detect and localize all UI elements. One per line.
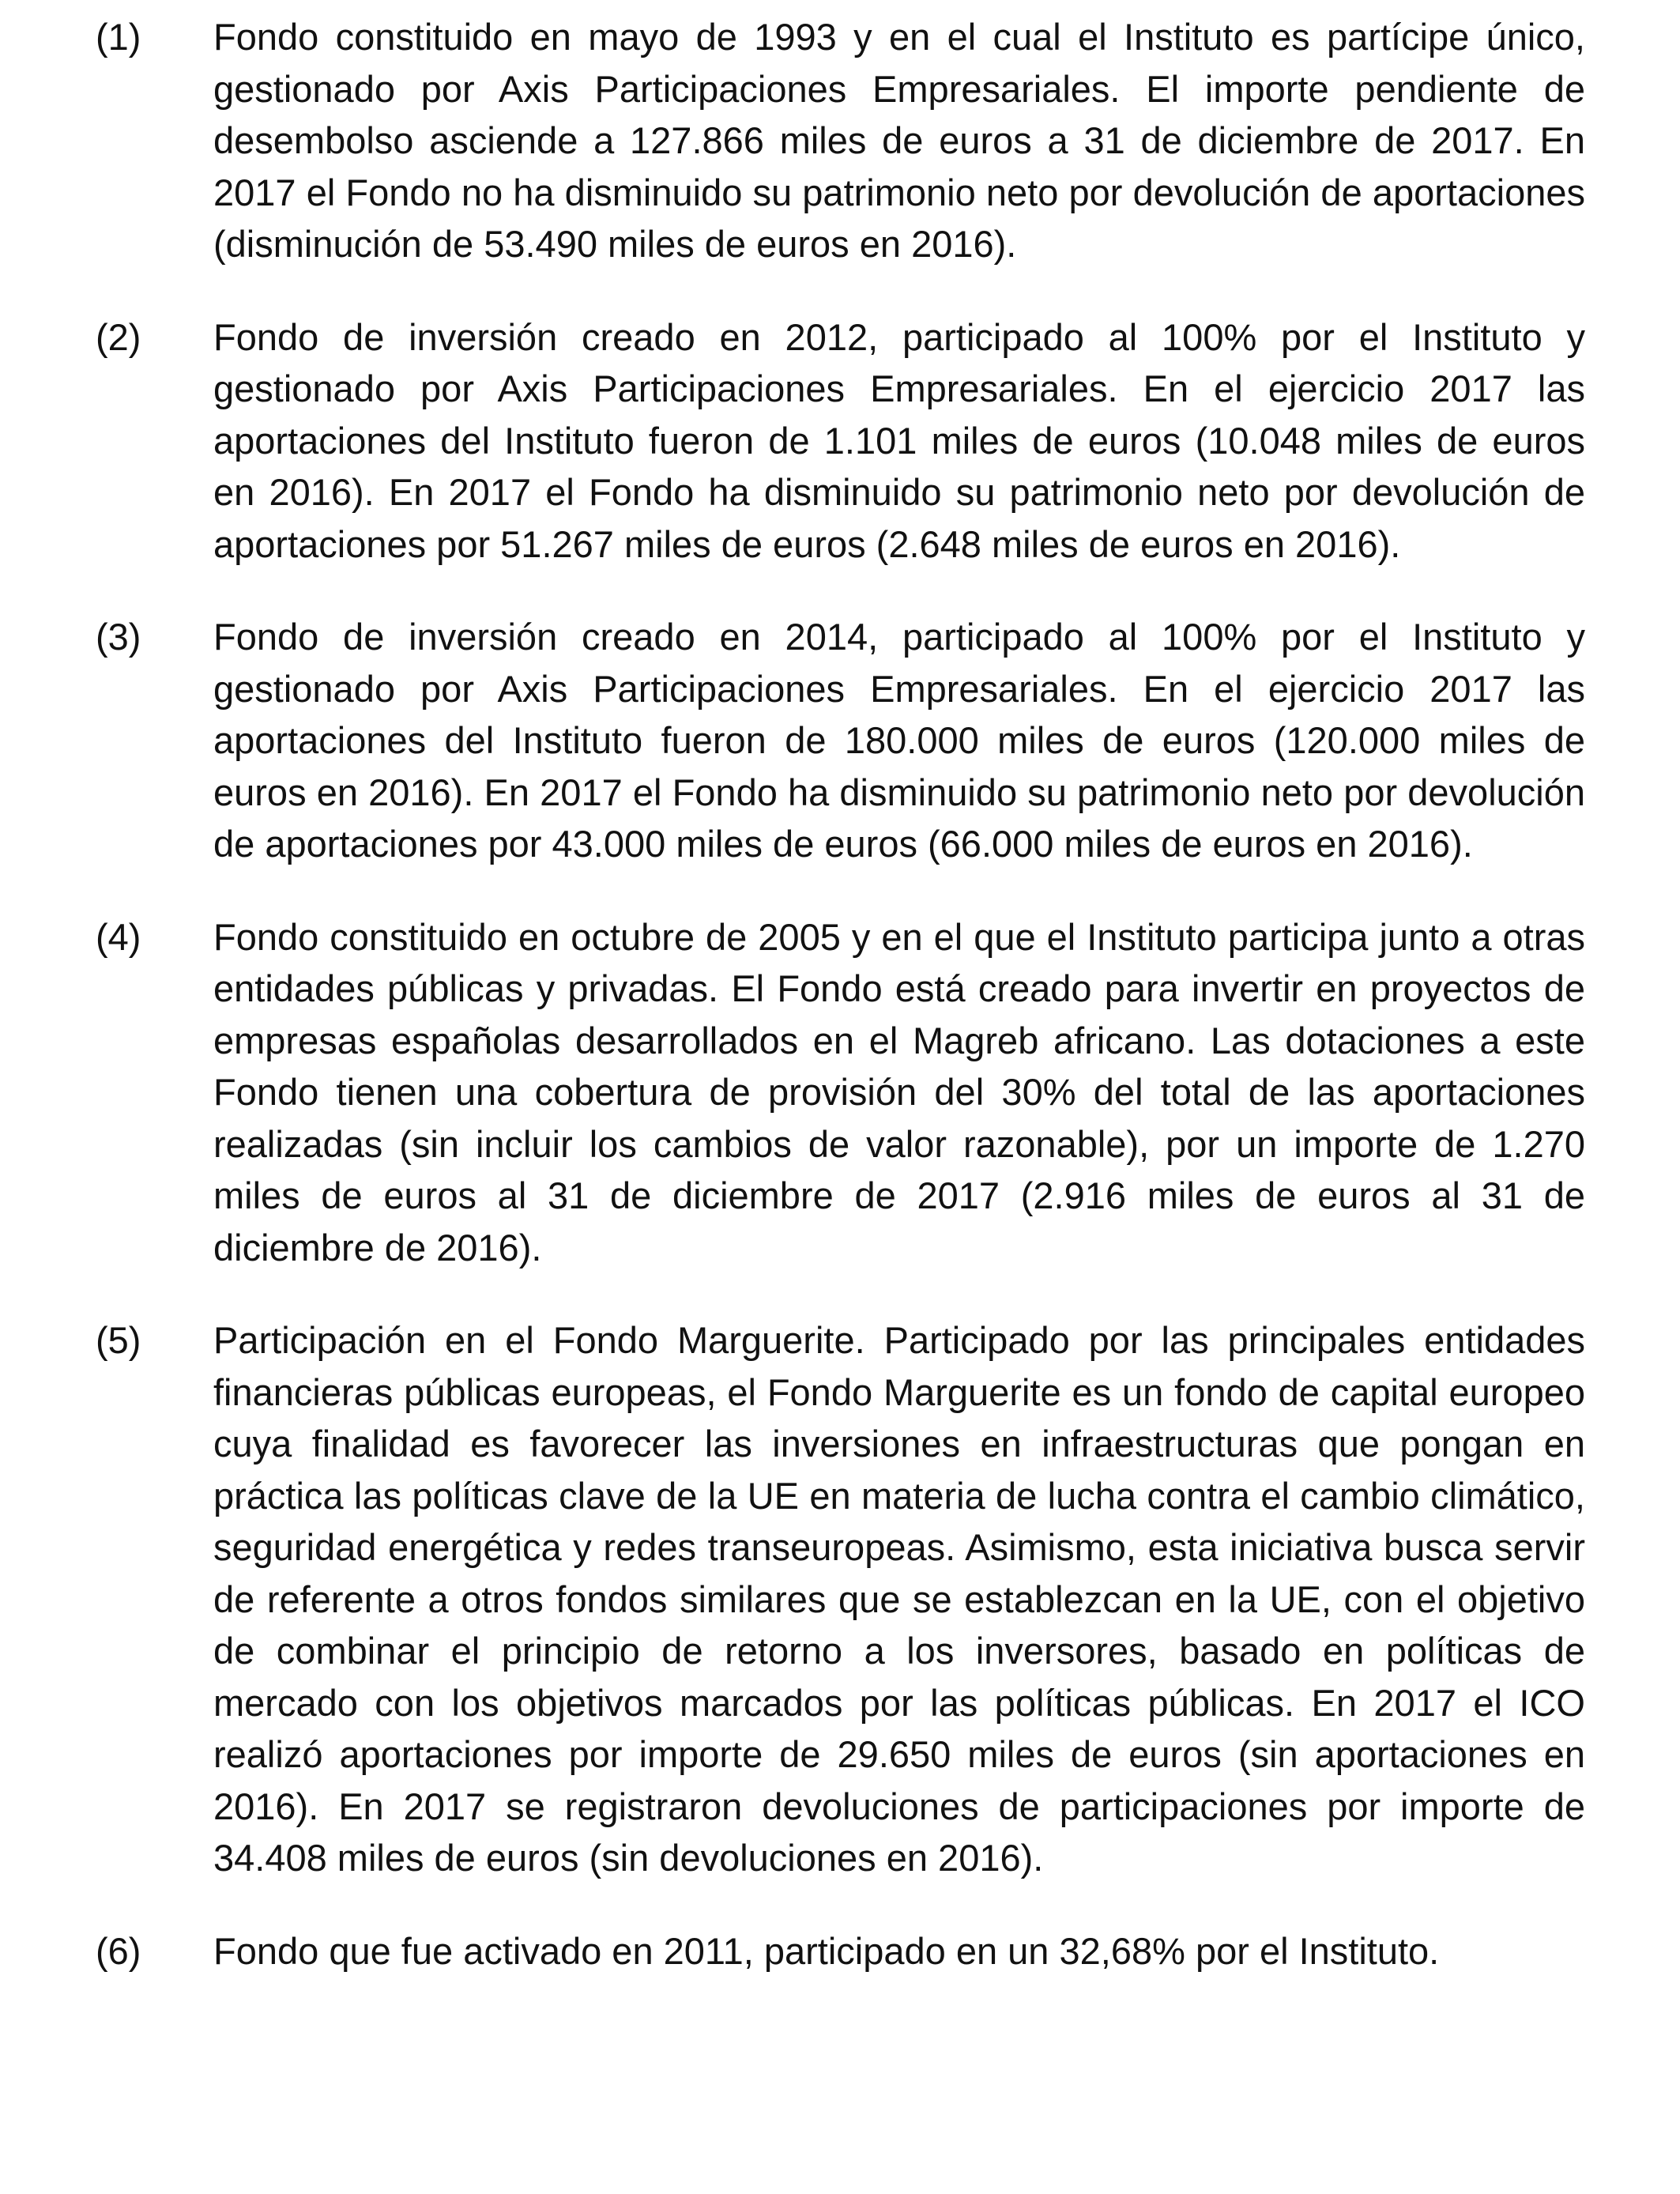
footnote-3: [96, 611, 1585, 870]
footnote-text: Participación en el Fondo Marguerite. Participado por las principales entidades financieras públicas europeas, el Fondo Marguerite es un fondo de capital europeo cuya finalidad es favorecer las inversiones en infraestructuras que pongan en práctica las políticas clave de la UE en materia de lucha contra el cambio climático, seguridad energética y redes transeuropeas. Asimismo, esta iniciativa busca servir de referente a otros fondos similares que se establezcan en la UE, con el objetivo de combinar el principio de retorno a los inversores, basado en políticas de mercado con los objetivos marcados por las políticas públicas. En 2017 el ICO realizó aportaciones por importe de 29.650 miles de euros (sin aportaciones en 2016). En 2017 se registraron devoluciones de participaciones por importe de 34.408 miles de euros (sin devoluciones en 2016).: [213, 1319, 1585, 1879]
footnote-marker: (6): [96, 1929, 141, 1972]
footnote-text: Fondo de inversión creado en 2012, participado al 100% por el Instituto y gestionado por Axis Participaciones Empresariales. En el ejercicio 2017 las aportaciones del Instituto fueron de 1.101 miles de euros (10.048 miles de euros en 2016). En 2017 el Fondo ha disminuido su patrimonio neto por devolución de aportaciones por 51.267 miles de euros (2.648 miles de euros en 2016).: [213, 315, 1585, 565]
footnote-text: Fondo que fue activado en 2011, participado en un 32,68% por el Instituto.: [213, 1929, 1440, 1972]
footnote-marker: (1): [96, 16, 141, 58]
footnote-marker: (4): [96, 915, 141, 958]
footnote-4: [96, 911, 1585, 1274]
footnote-text: Fondo constituido en mayo de 1993 y en el cual el Instituto es partícipe único, gestionado por Axis Participaciones Empresariales. El importe pendiente de desembolso asciende a 127.866 miles de euros a 31 de diciembre de 2017. En 2017 el Fondo no ha disminuido su patrimonio neto por devolución de aportaciones (disminución de 53.490 miles de euros en 2016).: [213, 16, 1585, 265]
footnote-marker: (3): [96, 616, 141, 658]
footnote-text: Fondo constituido en octubre de 2005 y en el que el Instituto participa junto a otras entidades públicas y privadas. El Fondo está creado para invertir en proyectos de empresas españolas desarrollados en el Magreb africano. Las dotaciones a este Fondo tienen una cobertura de provisión del 30% del total de las aportaciones realizadas (sin incluir los cambios de valor razonable), por un importe de 1.270 miles de euros al 31 de diciembre de 2017 (2.916 miles de euros al 31 de diciembre de 2016).: [213, 915, 1585, 1269]
footnote-1: [96, 11, 1585, 270]
footnote-5: [96, 1314, 1585, 1884]
footnotes-list: [96, 11, 1585, 2018]
footnote-text: Fondo de inversión creado en 2014, participado al 100% por el Instituto y gestionado por Axis Participaciones Empresariales. En el ejercicio 2017 las aportaciones del Instituto fueron de 180.000 miles de euros (120.000 miles de euros en 2016). En 2017 el Fondo ha disminuido su patrimonio neto por devolución de aportaciones por 43.000 miles de euros (66.000 miles de euros en 2016).: [213, 616, 1585, 865]
footnote-marker: (2): [96, 315, 141, 358]
footnote-2: [96, 311, 1585, 571]
footnote-6: [96, 1925, 1585, 1977]
footnote-marker: (5): [96, 1319, 141, 1361]
